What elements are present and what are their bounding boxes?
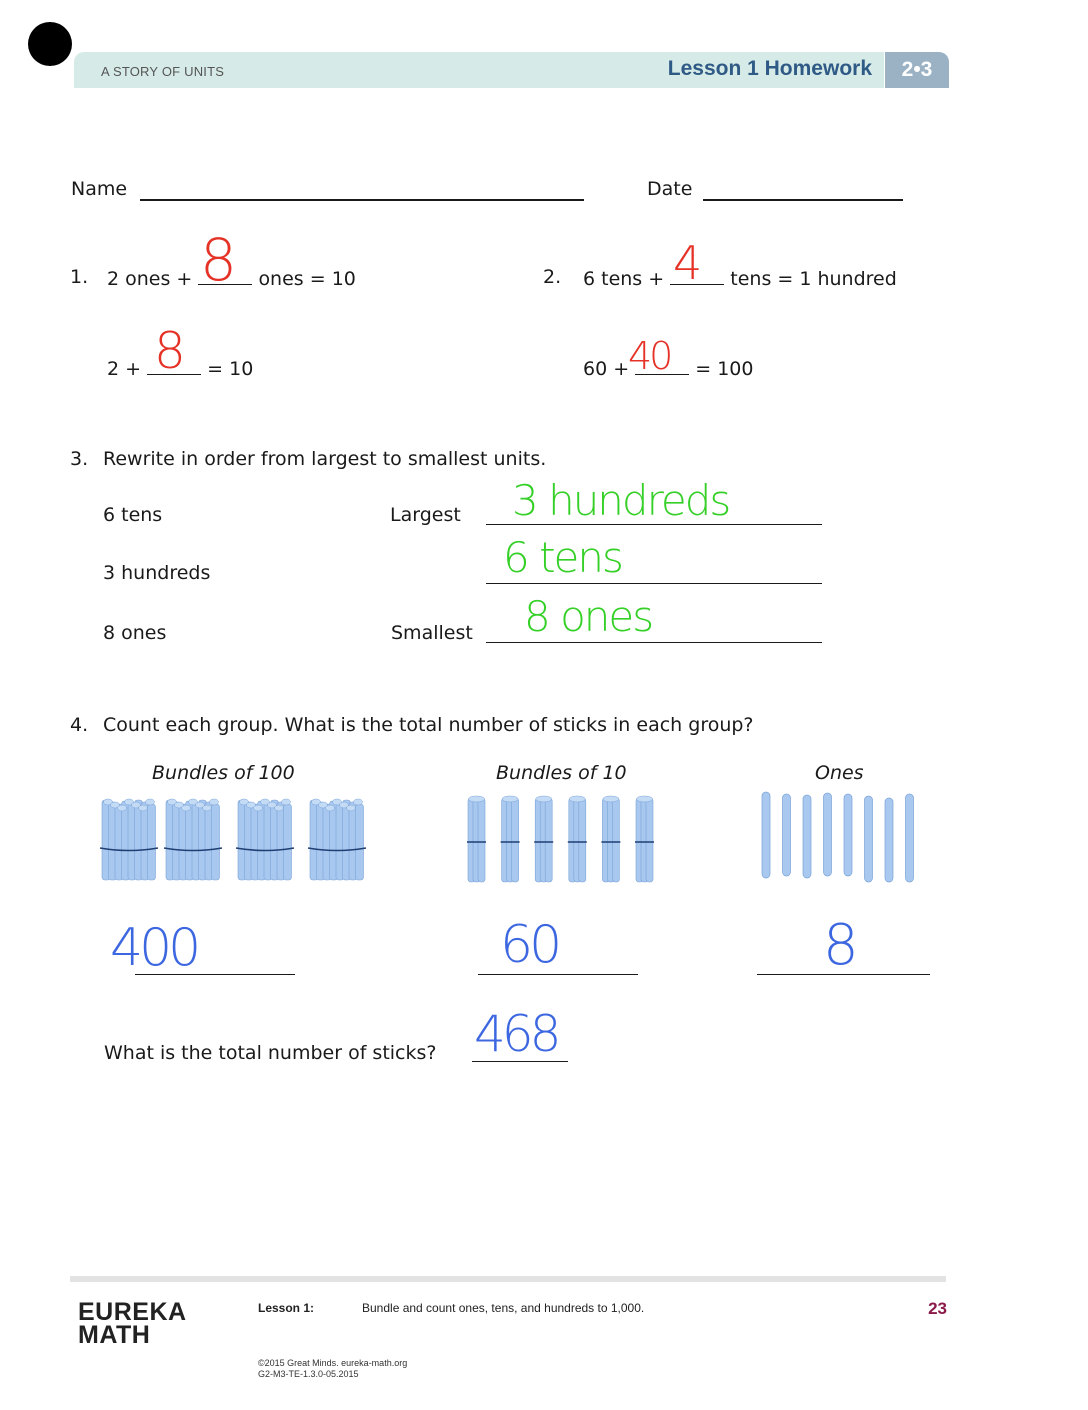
p1-text-c: 2 + — [107, 358, 142, 380]
footer-lesson-label: Lesson 1: — [258, 1301, 315, 1315]
p3-answer-line-3[interactable] — [486, 642, 822, 643]
ten-bundle — [601, 796, 620, 882]
ones-answer: 8 — [823, 913, 859, 978]
p3-answer-2: 6 tens — [503, 533, 622, 582]
p1-text-d: = 10 — [207, 358, 254, 380]
name-label: Name — [71, 178, 128, 200]
single-stick — [906, 794, 914, 882]
ten-bundles — [467, 796, 654, 882]
p3-item-1: 6 tens — [103, 504, 163, 526]
p1-answer-1: 8 — [200, 226, 237, 294]
p3-answer-line-2[interactable] — [486, 583, 822, 584]
copyright: ©2015 Great Minds. eureka-math.org — [258, 1358, 408, 1368]
document-code: G2-M3-TE-1.3.0-05.2015 — [258, 1369, 359, 1379]
problem-4-number: 4. — [70, 714, 89, 736]
problem-3-prompt: Rewrite in order from largest to smallest units. — [103, 448, 547, 470]
p3-answer-3: 8 ones — [524, 592, 653, 641]
p1-text-b: ones = 10 — [258, 268, 356, 290]
date-label: Date — [647, 178, 693, 200]
hundred-bundle — [164, 799, 222, 880]
single-stick — [885, 798, 893, 882]
p2-text-b: tens = 1 hundred — [730, 268, 897, 290]
single-sticks — [762, 792, 914, 882]
hundred-bundles — [100, 799, 366, 880]
p3-item-3: 8 ones — [103, 622, 167, 644]
single-stick — [844, 794, 852, 876]
problem-4-prompt: Count each group. What is the total number of sticks in each group? — [103, 714, 754, 736]
hundred-bundle — [236, 799, 294, 880]
hundreds-answer: 400 — [110, 918, 198, 978]
lesson-title: Lesson 1 Homework — [667, 57, 872, 80]
group-label-ones: Ones — [815, 762, 864, 784]
p1-answer-2: 8 — [154, 322, 186, 380]
sticks-illustration — [90, 790, 960, 900]
footer-lesson-description: Bundle and count ones, tens, and hundreds to 1,000. — [362, 1301, 645, 1315]
group-label-tens: Bundles of 10 — [496, 762, 627, 784]
single-stick — [762, 792, 770, 878]
p2-text-d: = 100 — [695, 358, 754, 380]
p2-answer-2: 40 — [628, 334, 671, 378]
ten-bundle — [501, 796, 520, 882]
total-answer: 468 — [474, 1005, 558, 1063]
binder-hole — [28, 22, 72, 66]
p3-answer-1: 3 hundreds — [512, 476, 730, 525]
name-field[interactable] — [140, 199, 584, 201]
date-field[interactable] — [703, 199, 903, 201]
largest-label: Largest — [390, 504, 461, 526]
total-prompt: What is the total number of sticks? — [104, 1042, 437, 1064]
p2-answer-1: 4 — [673, 236, 703, 290]
page-number: 23 — [928, 1299, 947, 1318]
grade-module-badge: 2•3 — [885, 52, 949, 88]
single-stick — [803, 795, 811, 878]
single-stick — [783, 794, 791, 876]
ten-bundle — [568, 796, 587, 882]
hundred-bundle — [308, 799, 366, 880]
p2-text-c: 60 + — [583, 358, 630, 380]
ten-bundle — [534, 796, 553, 882]
eureka-math-logo — [78, 1298, 187, 1349]
problem-2-line-1 — [583, 266, 897, 290]
p2-text-a: 6 tens + — [583, 268, 665, 290]
ten-bundle — [635, 796, 654, 882]
footer-divider — [70, 1276, 946, 1282]
series-title: A STORY OF UNITS — [101, 64, 225, 79]
problem-3-number: 3. — [70, 448, 89, 470]
logo-line-2: MATH — [78, 1321, 151, 1349]
single-stick — [865, 796, 873, 882]
ten-bundle — [467, 796, 486, 882]
hundred-bundle — [100, 799, 158, 880]
single-stick — [824, 793, 832, 876]
problem-1-number: 1. — [70, 266, 89, 288]
tens-answer: 60 — [500, 915, 559, 975]
group-label-hundreds: Bundles of 100 — [152, 762, 295, 784]
smallest-label: Smallest — [391, 622, 473, 644]
problem-2-number: 2. — [543, 266, 562, 288]
p3-item-2: 3 hundreds — [103, 562, 211, 584]
logo-line-1: EUREKA — [78, 1298, 187, 1326]
p1-text-a: 2 ones + — [107, 268, 193, 290]
